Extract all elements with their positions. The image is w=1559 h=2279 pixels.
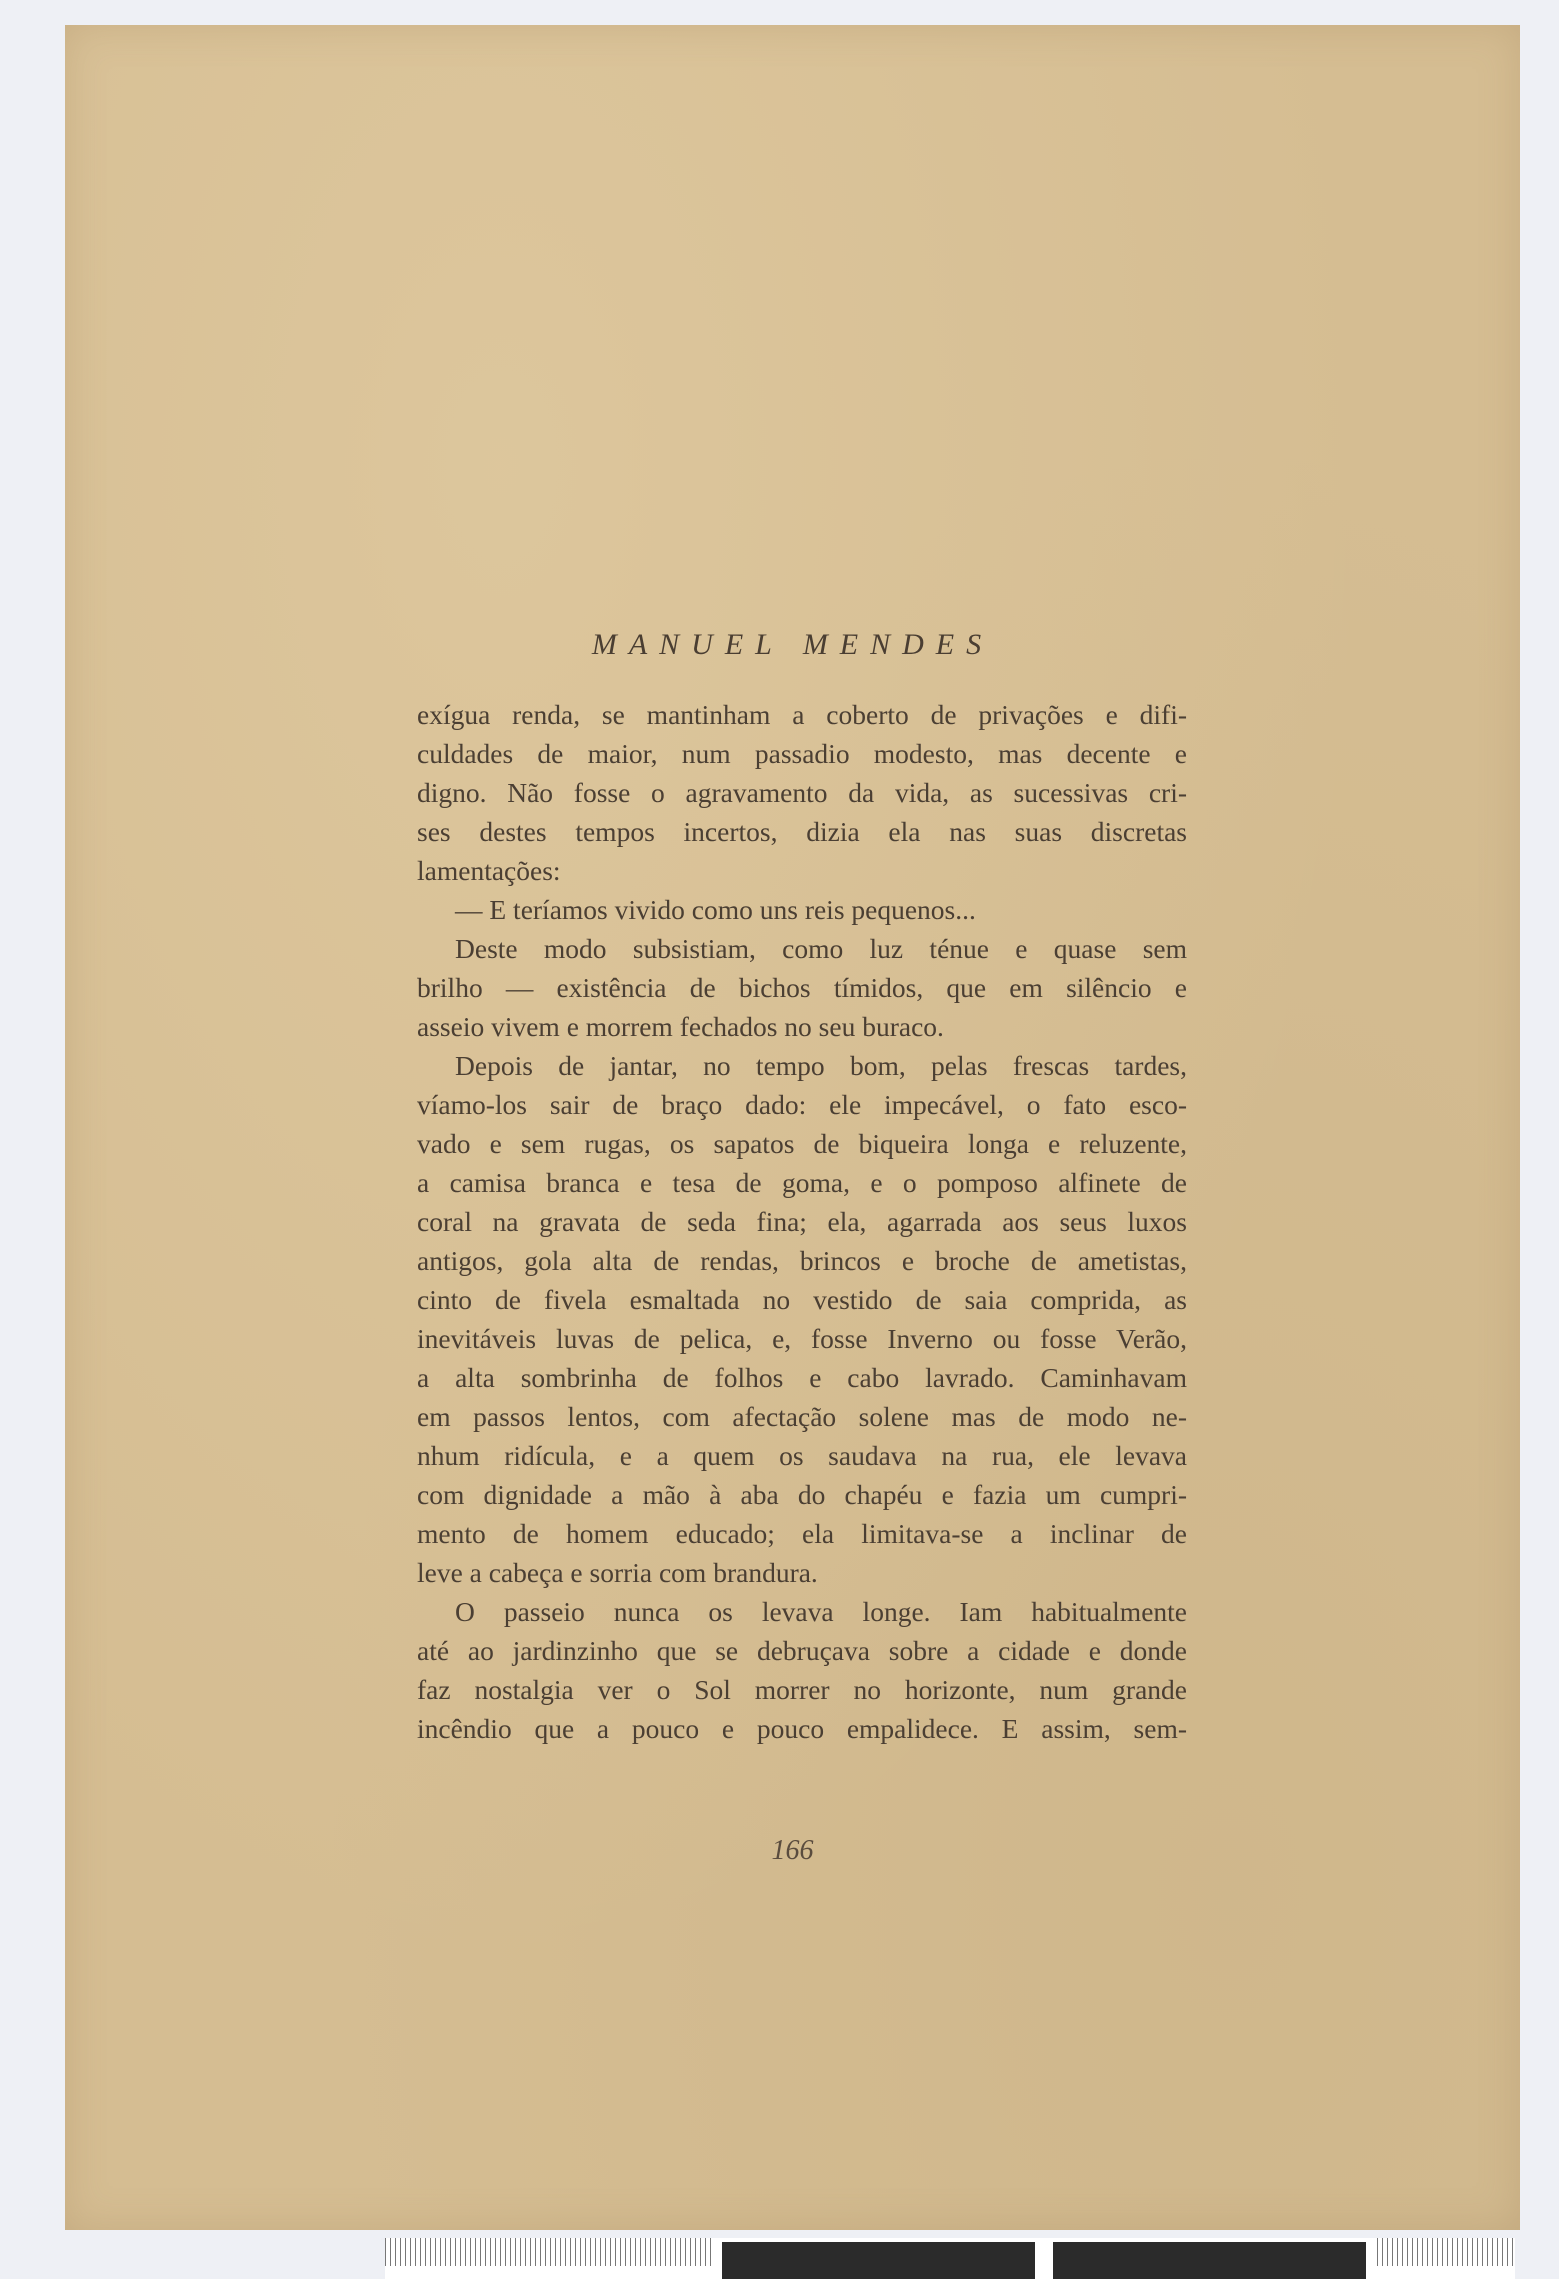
scale-ruler — [385, 2238, 1515, 2279]
text-line: mento de homem educado; ela limitava-se a inclinar de — [417, 1518, 1187, 1549]
page-number: 166 — [771, 1835, 814, 1866]
text-line: faz nostalgia ver o Sol morrer no horizonte, num grande — [417, 1674, 1187, 1705]
text-line: cinto de fivela esmaltada no vestido de saia comprida, as — [417, 1284, 1187, 1315]
text-line: a camisa branca e tesa de goma, e o pomposo alfinete de — [417, 1167, 1187, 1198]
ruler-ticks-right — [1377, 2238, 1515, 2266]
text-line: com dignidade a mão à aba do chapéu e fazia um cumpri- — [417, 1479, 1187, 1510]
text-line: incêndio que a pouco e pouco empalidece. E assim, sem- — [417, 1713, 1187, 1744]
text-line: vado e sem rugas, os sapatos de biqueira longa e reluzente, — [417, 1128, 1187, 1159]
running-head: MANUEL MENDES — [591, 628, 994, 661]
text-line: brilho — existência de bichos tímidos, que em silêncio e — [417, 972, 1187, 1003]
text-line: até ao jardinzinho que se debruçava sobre a cidade e donde — [417, 1635, 1187, 1666]
text-line: asseio vivem e morrem fechados no seu buraco. — [417, 1011, 944, 1042]
text-line: coral na gravata de seda fina; ela, agarrada aos seus luxos — [417, 1206, 1187, 1237]
ruler-ticks-left — [385, 2238, 715, 2266]
text-line: digno. Não fosse o agravamento da vida, as sucessivas cri- — [417, 777, 1187, 808]
color-block-dark — [1053, 2242, 1366, 2279]
document-page — [65, 25, 1520, 2230]
text-line: Deste modo subsistiam, como luz ténue e quase sem — [455, 933, 1187, 964]
text-line: Depois de jantar, no tempo bom, pelas frescas tardes, — [455, 1050, 1187, 1081]
text-line: exígua renda, se mantinham a coberto de privações e difi- — [417, 699, 1187, 730]
text-line: a alta sombrinha de folhos e cabo lavrado. Caminhavam — [417, 1362, 1187, 1393]
text-line: ses destes tempos incertos, dizia ela nas suas discretas — [417, 816, 1187, 847]
text-line: leve a cabeça e sorria com brandura. — [417, 1557, 818, 1588]
body-text — [417, 695, 1187, 1748]
text-line: O passeio nunca os levava longe. Iam habitualmente — [455, 1596, 1187, 1627]
text-line: nhum ridícula, e a quem os saudava na rua, ele levava — [417, 1440, 1187, 1471]
text-line: culdades de maior, num passadio modesto, mas decente e — [417, 738, 1187, 769]
color-block-dark — [722, 2242, 1035, 2279]
text-line: lamentações: — [417, 855, 561, 886]
text-line: víamo-los sair de braço dado: ele impecável, o fato esco- — [417, 1089, 1187, 1120]
text-line: inevitáveis luvas de pelica, e, fosse Inverno ou fosse Verão, — [417, 1323, 1187, 1354]
text-line: antigos, gola alta de rendas, brincos e broche de ametistas, — [417, 1245, 1187, 1276]
text-line: em passos lentos, com afectação solene mas de modo ne- — [417, 1401, 1187, 1432]
dialogue-line: — E teríamos vivido como uns reis pequenos... — [455, 894, 976, 925]
